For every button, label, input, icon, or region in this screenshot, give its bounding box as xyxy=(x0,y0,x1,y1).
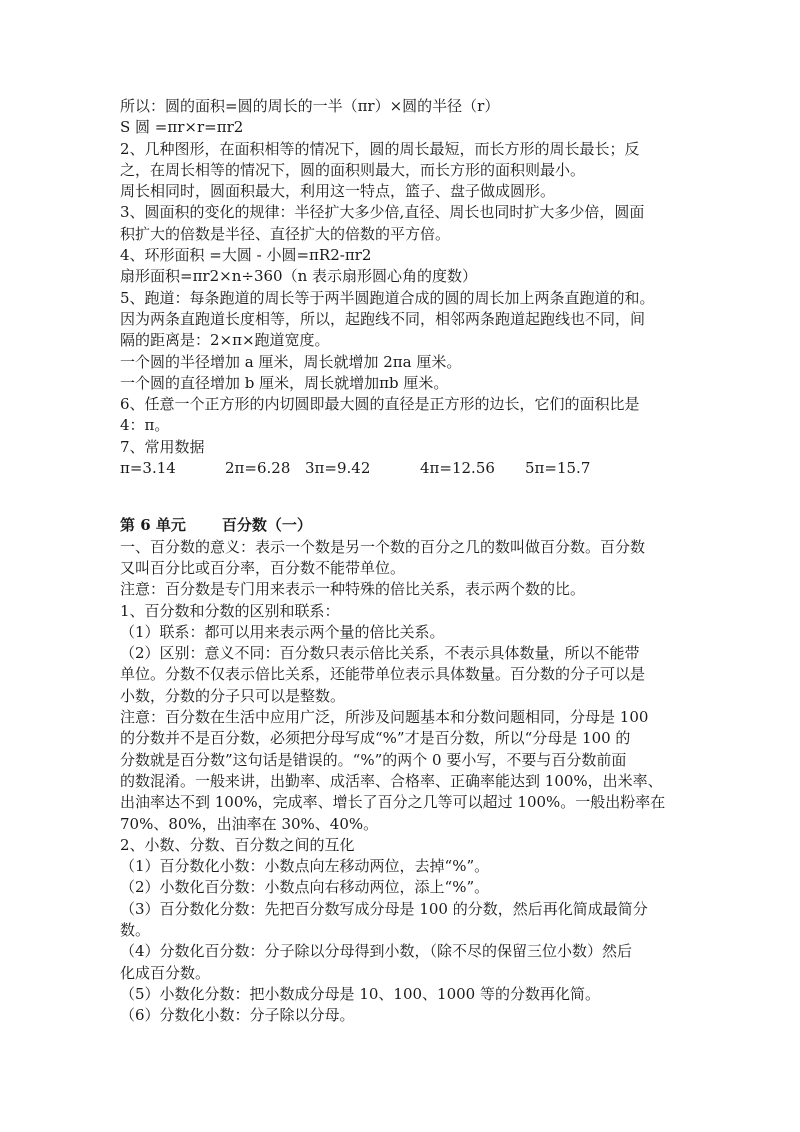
unit-label: 第 6 单元 xyxy=(120,516,186,535)
text-line: 一个圆的半径增加 a 厘米，周长就增加 2πa 厘米。 xyxy=(120,352,462,371)
text-line: 数。 xyxy=(120,920,151,939)
text-line: 之，在周长相等的情况下，圆的面积则最大，而长方形的面积则最小。 xyxy=(120,160,586,179)
text-line: 一个圆的直径增加 b 厘米，周长就增加πb 厘米。 xyxy=(120,373,449,392)
unit-title: 百分数（一） xyxy=(221,516,312,535)
text-line: 注意：百分数是专门用来表示一种特殊的倍比关系，表示两个数的比。 xyxy=(120,580,586,599)
constants-row xyxy=(120,458,695,479)
text-line: 3、圆面积的变化的规律：半径扩大多少倍,直径、周长也同时扩大多少倍，圆面 xyxy=(120,203,645,222)
text-line: 因为两条直跑道长度相等，所以，起跑线不同，相邻两条跑道起跑线也不同，间 xyxy=(120,309,646,328)
text-line: 注意：百分数在生活中应用广泛，所涉及问题基本和分数问题相同，分母是 100 xyxy=(120,708,649,727)
text-line: 1、百分数和分数的区别和联系： xyxy=(120,601,340,620)
text-line: 化成百分数。 xyxy=(120,963,211,982)
text-line: （1）联系：都可以用来表示两个量的倍比关系。 xyxy=(120,622,445,641)
constant-2pi: 2π=6.28 xyxy=(225,459,291,478)
text-line: （6）分数化小数：分子除以分母。 xyxy=(120,1006,355,1025)
text-line: 的分数并不是百分数，必须把分母写成“%”才是百分数，所以“分母是 100 的 xyxy=(120,729,631,748)
text-line: 周长相同时，圆面积最大，利用这一特点，篮子、盘子做成圆形。 xyxy=(120,182,556,201)
text-line: 又叫百分比或百分率，百分数不能带单位。 xyxy=(120,558,406,577)
constant-pi: π=3.14 xyxy=(120,459,176,478)
text-line: （3）百分数化分数：先把百分数写成分母是 100 的分数，然后再化简成最简分 xyxy=(120,899,648,918)
text-line: （5）小数化分数：把小数成分母是 10、100、1000 等的分数再化简。 xyxy=(120,984,600,1003)
text-line: 扇形面积=πr2×n÷360（n 表示扇形圆心角的度数） xyxy=(120,267,477,286)
constant-3pi: 3π=9.42 xyxy=(305,459,371,478)
text-line: 出油率达不到 100%，完成率、增长了百分之几等可以超过 100%。一般出粉率在 xyxy=(120,793,666,812)
text-line: 4：π。 xyxy=(120,416,170,435)
text-line: 7、常用数据 xyxy=(120,437,205,456)
text-line: 6、任意一个正方形的内切圆即最大圆的直径是正方形的边长，它们的面积比是 xyxy=(120,395,640,414)
text-line: 5、跑道：每条跑道的周长等于两半圆跑道合成的圆的周长加上两条直跑道的和。 xyxy=(120,288,655,307)
text-line: 2、几种图形，在面积相等的情况下，圆的周长最短，而长方形的周长最长；反 xyxy=(120,139,640,158)
text-line: 隔的距离是：2×π×跑道宽度。 xyxy=(120,331,330,350)
text-line: （2）小数化百分数：小数点向右移动两位，添上“%”。 xyxy=(120,878,490,897)
text-line: 单位。分数不仅表示倍比关系，还能带单位表示具体数量。百分数的分子可以是 xyxy=(120,665,646,684)
circle-section xyxy=(120,96,695,479)
text-line: （4）分数化百分数：分子除以分母得到小数，（除不尽的保留三位小数）然后 xyxy=(120,942,633,961)
percent-section xyxy=(120,515,695,1026)
constant-4pi: 4π=12.56 xyxy=(420,459,495,478)
text-line: 70%、80%，出油率在 30%、40%。 xyxy=(120,814,379,833)
text-line: 的数混淆。一般来讲，出勤率、成活率、合格率、正确率能达到 100%，出米率、 xyxy=(120,771,663,790)
text-line: 积扩大的倍数是半径、直径扩大的倍数的平方倍。 xyxy=(120,224,451,243)
text-line: 分数就是百分数”这句话是错误的。“%”的两个 0 要小写，不要与百分数前面 xyxy=(120,750,627,769)
section-heading xyxy=(120,515,695,536)
text-line: 小数，分数的分子只可以是整数。 xyxy=(120,686,346,705)
constant-5pi: 5π=15.7 xyxy=(525,459,591,478)
text-line: （1）百分数化小数：小数点向左移动两位，去掉“%”。 xyxy=(120,857,490,876)
text-line: （2）区别：意义不同：百分数只表示倍比关系，不表示具体数量，所以不能带 xyxy=(120,644,640,663)
section-spacer xyxy=(120,479,695,515)
text-line: 4、环形面积 =大圆 - 小圆=πR2-πr2 xyxy=(120,246,372,265)
document-body xyxy=(120,96,695,1026)
text-line: 2、小数、分数、百分数之间的互化 xyxy=(120,835,355,854)
text-line: S 圆 =πr×r=πr2 xyxy=(120,118,244,137)
text-line: 一、百分数的意义：表示一个数是另一个数的百分之几的数叫做百分数。百分数 xyxy=(120,537,646,556)
text-line: 所以：圆的面积=圆的周长的一半（πr）×圆的半径（r） xyxy=(120,97,500,115)
